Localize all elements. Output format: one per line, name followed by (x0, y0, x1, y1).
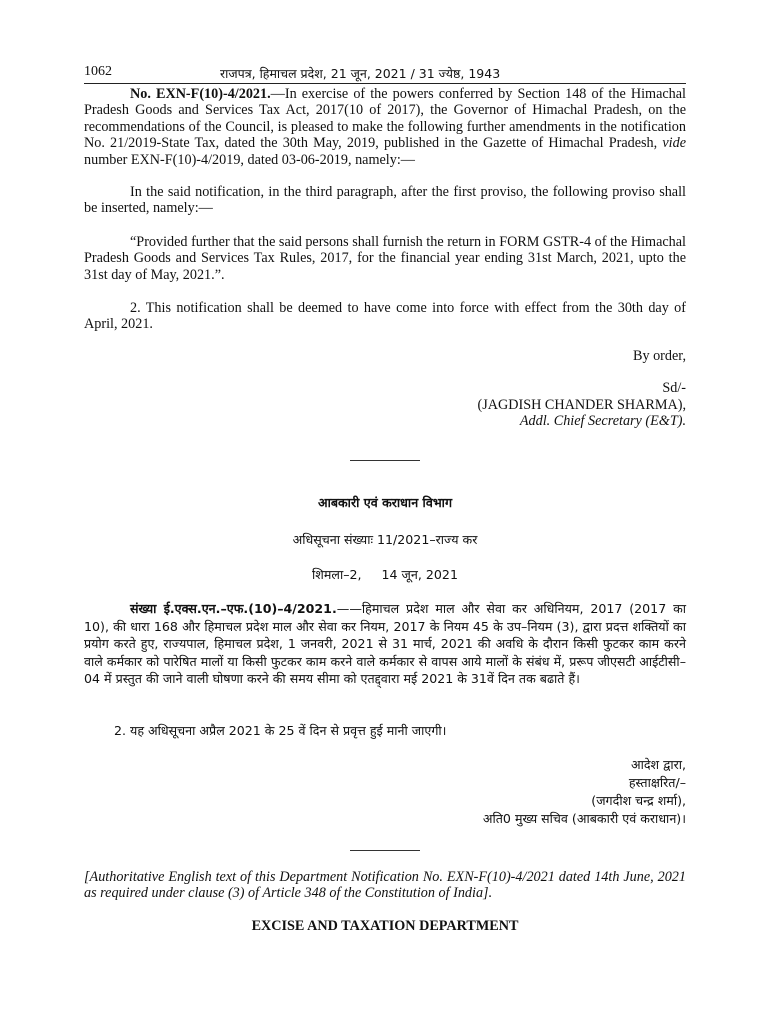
hindi-signatory: (जगदीश चन्द्र शर्मा), (591, 793, 686, 808)
notification-number: No. EXN-F(10)-4/2021. (130, 86, 271, 102)
page-number: 1062 (84, 64, 112, 79)
english-para-1-text: —In exercise of the powers conferred by Section 148 of the Himachal Pradesh Goods and Services Tax Act, 2017(10 of 2017), the Governor of Himachal Pradesh, on the recommendations of the Council, is pleased to make the following further amendments in the notification No. 21/2019-State Tax, dated the 30th May, 2019, published in the Gazette of Himachal Pradesh, (84, 86, 686, 152)
english-signatory: (JAGDISH CHANDER SHARMA), (477, 397, 686, 413)
gazette-title: राजपत्र, हिमाचल प्रदेश, 21 जून, 2021 / 31 ज्येष्ठ, 1943 (220, 66, 501, 81)
hindi-designation: अति0 मुख्य सचिव (आबकारी एवं कराधान)। (482, 811, 686, 826)
english-para-3: “Provided further that the said persons shall furnish the return in FORM GSTR-4 of the Himachal Pradesh Goods and Services Tax Rules, 2017, for the financial year ending 31st March, 2021, upto the 31st day of May, 2021.”. (84, 234, 686, 283)
section-divider (350, 460, 420, 461)
hindi-para-2: 2. यह अधिसूचना अप्रैल 2021 के 25 वें दिन से प्रवृत्त हुई मानी जाएगी। (114, 723, 447, 738)
hindi-department: आबकारी एवं कराधान विभाग (317, 495, 453, 510)
english-para-1 (84, 86, 686, 168)
section-divider-2 (350, 850, 420, 851)
hindi-para-1 (84, 600, 686, 688)
english-designation: Addl. Chief Secretary (E&T). (519, 413, 686, 429)
english-para-2: In the said notification, in the third paragraph, after the first proviso, the following proviso shall be inserted, namely:— (84, 184, 686, 217)
english-para-4: 2. This notification shall be deemed to have come into force with effect from the 30th day of April, 2021. (84, 300, 686, 333)
hindi-by-order: आदेश द्वारा, (630, 757, 686, 772)
authoritative-note: [Authoritative English text of this Department Notification No. EXN-F(10)-4/2021 dated 14th June, 2021 as required under clause (3) of Article 348 of the Constitution of India]. (84, 869, 686, 902)
hindi-place-date: शिमला–2, 14 जून, 2021 (312, 567, 458, 582)
header-rule (84, 83, 686, 84)
hindi-notification-number: अधिसूचना संख्याः 11/2021–राज्य कर (292, 532, 478, 547)
english-para-1-end: number EXN-F(10)-4/2019, dated 03-06-2019, namely:— (84, 151, 415, 168)
english-sd: Sd/- (662, 380, 686, 396)
department-heading: EXCISE AND TAXATION DEPARTMENT (251, 918, 519, 934)
hindi-number: संख्या ई.एक्स.एन.–एफ.(10)–4/2021. (130, 601, 337, 616)
hindi-para-1-text: ——हिमाचल प्रदेश माल और सेवा कर अधिनियम, 2017 (2017 का 10), की धारा 168 और हिमाचल प्रदेश माल और सेवा कर नियम, 2017 के नियम 45 के उप–नियम (3), द्वारा प्रदत्त शक्तियों का प्रयोग करते हुए, राज्यपाल, हिमाचल प्रदेश, 1 जनवरी, 2021 से 31 मार्च, 2021 की अवधि के दौरान किसी फुटकर काम करने वाले कर्मकार को पारेषित मालों या किसी फुटकर काम करने वाले कर्मकार से वापस आये मालों के संबंध में, प्ररूप जीएसटी आईटीसी–04 में प्रस्तुत की जाने वाली घोषणा करने की समय सीमा को एतद्द्वारा मई 2021 के 31वें दिन तक बढाते हैं। (84, 601, 686, 687)
vide-word: vide (662, 135, 686, 152)
english-by-order: By order, (632, 348, 686, 364)
hindi-signed: हस्ताक्षरित/– (628, 775, 686, 790)
page-header (84, 64, 686, 84)
